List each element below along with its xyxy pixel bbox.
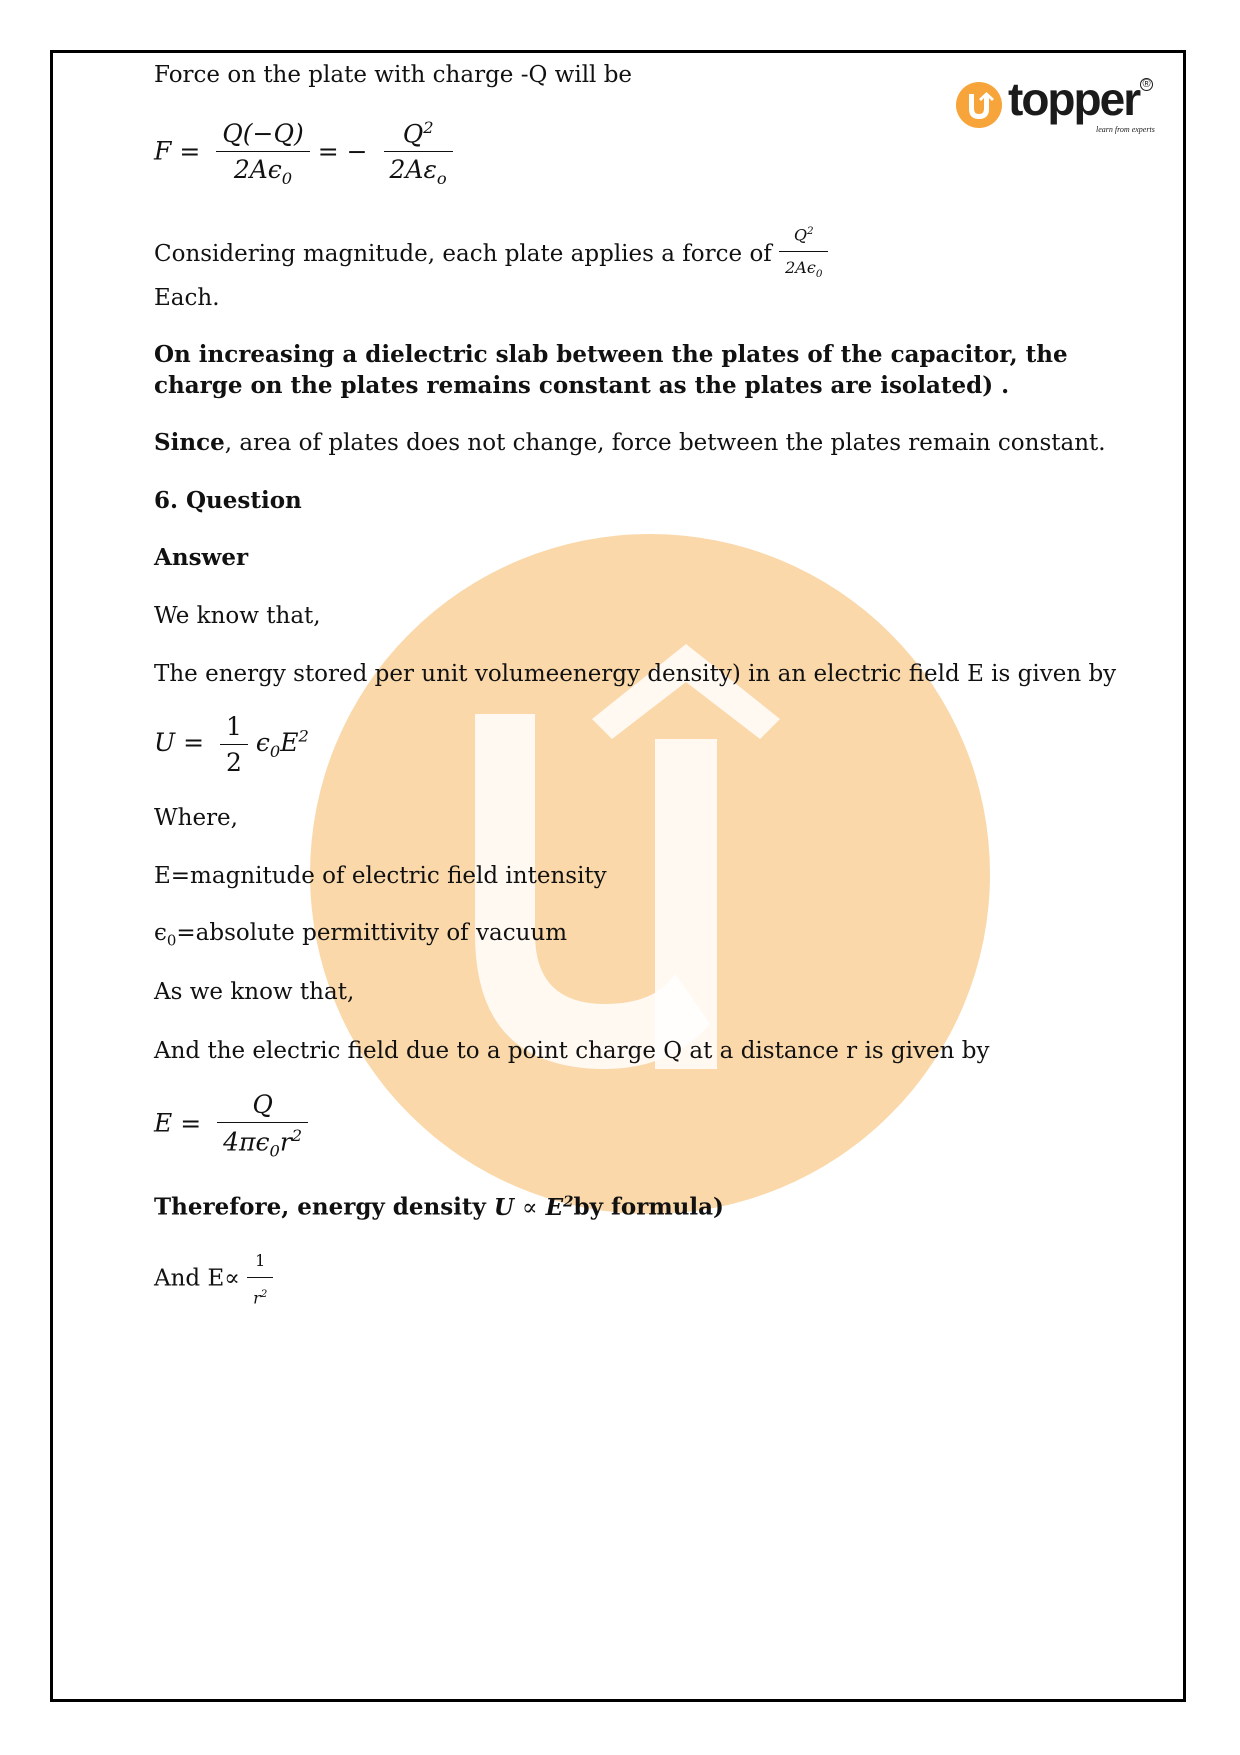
text-line: $\epsilon_0=absolute$ permittivity of vacuum	[154, 920, 568, 950]
text-line: And E∝ $\frac{1}{r^2}$	[154, 1246, 273, 1313]
text-line-bold: On increasing a dielectric slab between the plates of the capacitor, the	[154, 341, 1068, 368]
equation-electric-field: E = $\frac{Q}{4\pi\epsilon_0r^2}$	[154, 1090, 308, 1160]
equation-force: F = $\frac{Q(-Q)}{2A\epsilon_0}$ = − $\frac{Q^2}{2A\varepsilon_o}$	[154, 118, 453, 188]
text-line: E=magnitude of electric field intensity	[154, 863, 607, 889]
text-line: And the electric field due to a point charge Q at a distance r is given by	[154, 1038, 990, 1064]
inline-fraction: $\frac{Q^2}{2A\epsilon_0}$	[779, 216, 828, 290]
text-line: Force on the plate with charge -Q will be	[154, 62, 633, 88]
logo-u-icon	[956, 82, 1002, 128]
logo-tagline: learn from experts	[1096, 125, 1155, 134]
fraction: $\frac{Q^2}{2A\varepsilon_o}$	[384, 118, 453, 188]
text-line: As we know that,	[154, 979, 355, 1005]
text-line: Since, area of plates does not change, force between the plates remain constant.	[154, 429, 1106, 456]
answer-heading: Answer	[154, 544, 249, 571]
text-line: The energy stored per unit volumeenergy density) in an electric field E is given by	[154, 661, 1117, 687]
logo-registered-mark: ®	[1140, 78, 1153, 91]
text-line: Each.	[154, 285, 220, 311]
topper-logo	[956, 73, 1156, 142]
text-line: Considering magnitude, each plate applies a force of $\frac{Q^2}{2A\epsilon_0}$	[154, 218, 828, 292]
inline-fraction: $\frac{1}{r^2}$	[247, 1246, 273, 1313]
logo-wordmark: topper	[1008, 73, 1140, 125]
text-line-bold: charge on the plates remains constant as the plates are isolated) .	[154, 372, 1010, 399]
question-heading: 6. Question	[154, 487, 302, 514]
fraction: $\frac{Q}{4\pi\epsilon_0r^2}$	[217, 1090, 308, 1160]
equation-energy-density: U = $\frac{1}{2}$ $\epsilon_0E^2$	[154, 712, 309, 777]
text-line: Where,	[154, 805, 238, 831]
fraction: $\frac{1}{2}$	[220, 712, 248, 777]
text-line-bold: Therefore, energy density $U \propto E^2by$ formula)	[154, 1192, 724, 1221]
text-line: We know that,	[154, 603, 321, 629]
fraction: $\frac{Q(-Q)}{2A\epsilon_0}$	[216, 119, 309, 188]
